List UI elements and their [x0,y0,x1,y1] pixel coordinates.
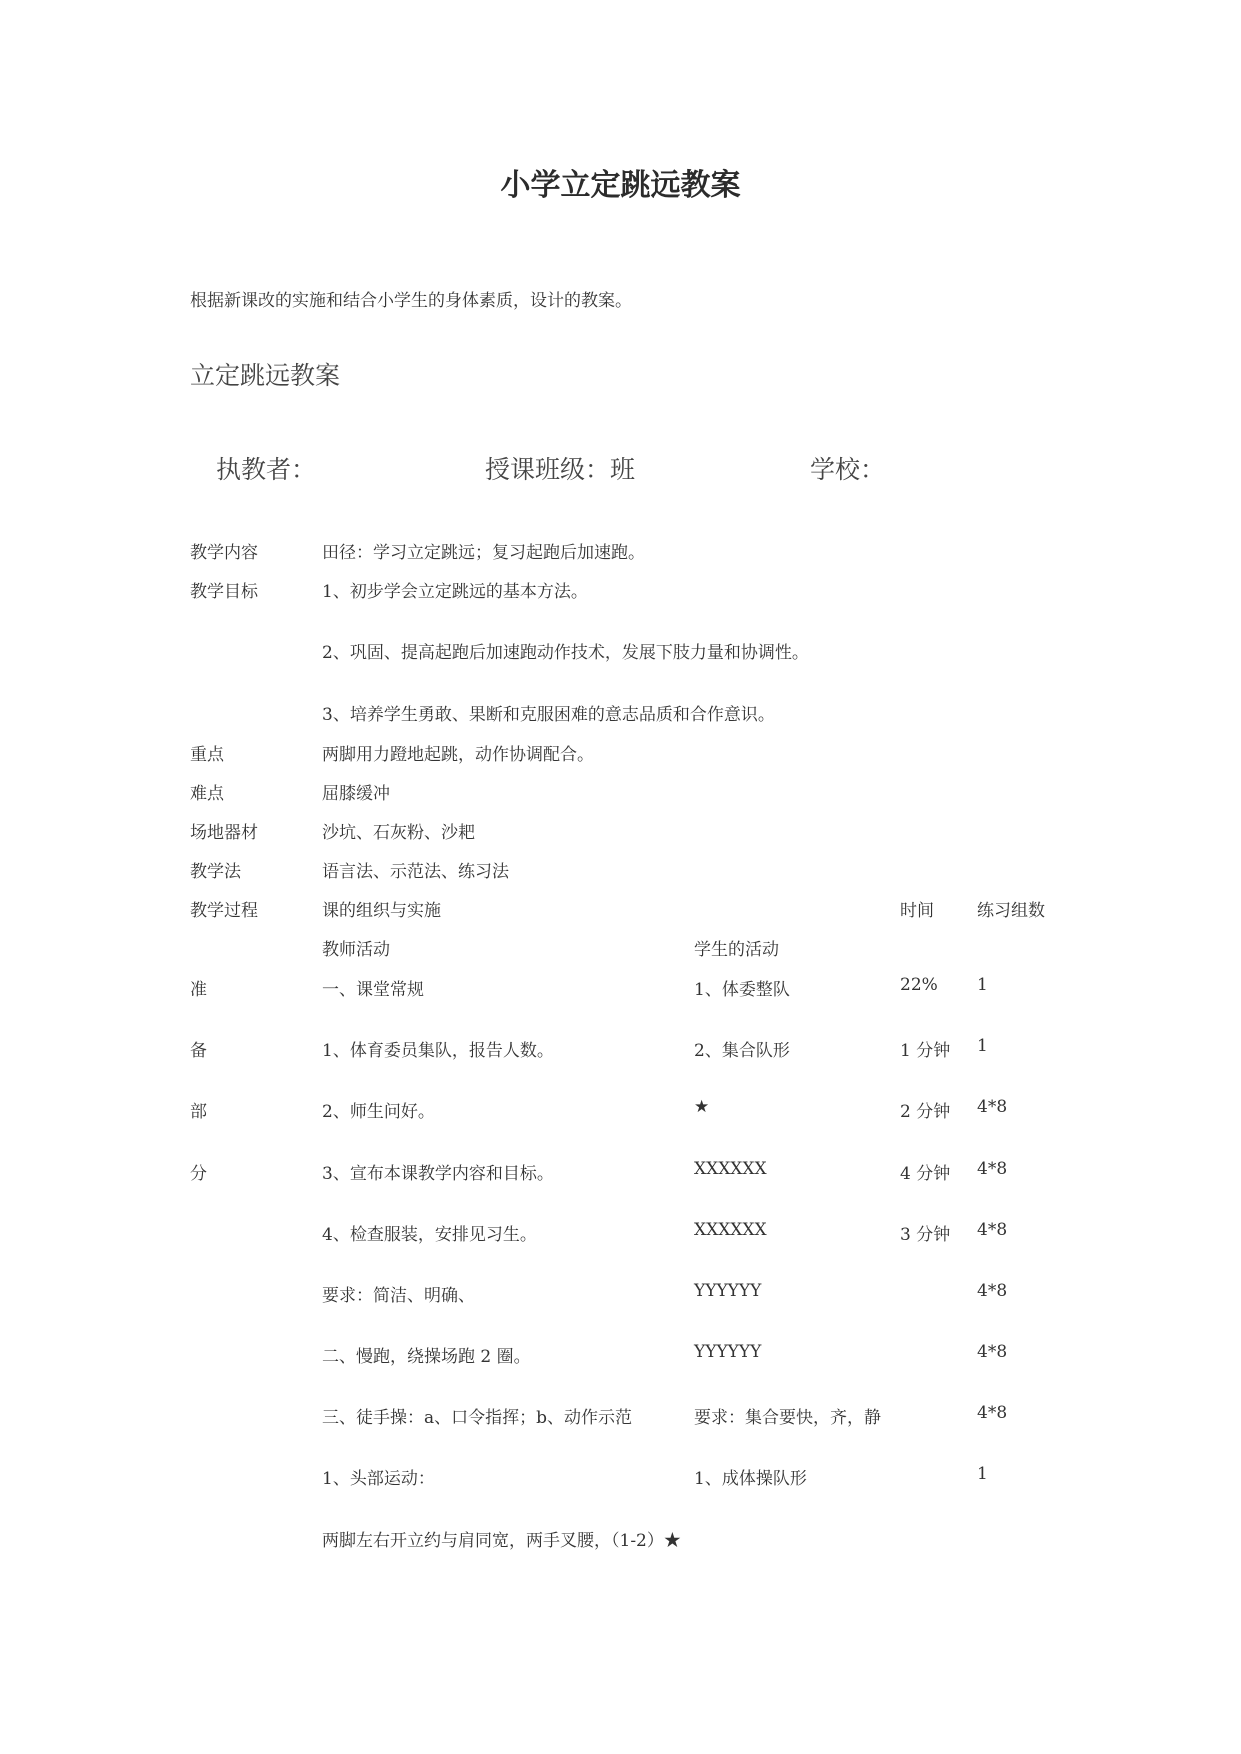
teacher-activity: 两脚用力蹬地起跳，动作协调配合。 [322,745,594,765]
row-label: 重点 [190,745,224,765]
table-row [0,818,1241,846]
table-row [0,975,1241,1003]
table-row [0,1526,1241,1554]
student-activity: XXXXXX [694,1159,767,1179]
reps-cell: 4*8 [977,1342,1008,1362]
table-row [0,1097,1241,1125]
teacher-activity: 3、培养学生勇敢、果断和克服困难的意志品质和合作意识。 [322,705,775,725]
student-activity: 1、成体操队形 [694,1469,807,1489]
student-activity: ★ [694,1097,710,1117]
row-label: 难点 [190,784,224,804]
table-row [0,1036,1241,1064]
teacher-activity: 二、慢跑，绕操场跑 2 圈。 [322,1347,531,1367]
table-row [0,896,1241,924]
table-row [0,538,1241,566]
table-row [0,740,1241,768]
row-label: 教学过程 [190,901,258,921]
table-row [0,935,1241,963]
teacher-activity: 语言法、示范法、练习法 [322,862,509,882]
row-label: 教学目标 [190,582,258,602]
time-cell: 2 分钟 [900,1102,951,1122]
teacher-activity: 1、初步学会立定跳远的基本方法。 [322,582,588,602]
row-label: 准 [190,980,207,1000]
row-label: 场地器材 [190,823,258,843]
row-label: 教学法 [190,862,241,882]
class-label: 授课班级：班 [485,455,636,484]
table-row [0,1342,1241,1370]
reps-cell: 4*8 [977,1159,1008,1179]
reps-cell: 4*8 [977,1220,1008,1240]
table-row [0,779,1241,807]
teacher-activity: 两脚左右开立约与肩同宽，两手叉腰，（1-2）★ [322,1531,681,1551]
table-row [0,1403,1241,1431]
row-label: 教学内容 [190,543,258,563]
teacher-activity: 一、课堂常规 [322,980,424,1000]
row-label: 部 [190,1102,207,1122]
student-activity: YYYYYY [694,1342,762,1362]
teacher-activity: 沙坑、石灰粉、沙耙 [322,823,475,843]
teacher-activity: 课的组织与实施 [322,901,441,921]
teacher-activity: 三、徒手操：a、口令指挥；b、动作示范 [322,1408,633,1428]
teacher-activity: 2、巩固、提高起跑后加速跑动作技术，发展下肢力量和协调性。 [322,643,809,663]
time-cell: 4 分钟 [900,1164,951,1184]
student-activity: 学生的活动 [694,940,779,960]
reps-cell: 4*8 [977,1097,1008,1117]
time-cell: 22% [900,975,938,995]
student-activity: 1、体委整队 [694,980,790,1000]
row-label: 分 [190,1164,207,1184]
reps-cell: 4*8 [977,1403,1008,1423]
teacher-activity: 3、宣布本课教学内容和目标。 [322,1164,554,1184]
reps-cell: 1 [977,975,988,995]
teacher-activity: 屈膝缓冲 [322,784,390,804]
row-label: 备 [190,1041,207,1061]
table-row [0,1220,1241,1248]
student-activity: 2、集合队形 [694,1041,790,1061]
section-heading: 立定跳远教案 [190,361,341,390]
table-row [0,857,1241,885]
table-row [0,1464,1241,1492]
reps-cell: 1 [977,1464,988,1484]
teacher-activity: 1、体育委员集队，报告人数。 [322,1041,554,1061]
time-cell: 1 分钟 [900,1041,951,1061]
school-label: 学校： [810,455,886,484]
teacher-activity: 田径：学习立定跳远；复习起跑后加速跑。 [322,543,645,563]
student-activity: 要求：集合要快，齐，静 [694,1408,881,1428]
time-cell: 3 分钟 [900,1225,951,1245]
student-activity: YYYYYY [694,1281,762,1301]
table-row [0,1281,1241,1309]
reps-cell: 练习组数 [977,901,1045,921]
table-row [0,638,1241,666]
teacher-activity: 要求：简洁、明确、 [322,1286,475,1306]
intro-paragraph: 根据新课改的实施和结合小学生的身体素质，设计的教案。 [190,291,632,311]
teacher-label: 执教者： [216,455,317,484]
document-title: 小学立定跳远教案 [500,168,741,203]
teacher-activity: 4、检查服装，安排见习生。 [322,1225,537,1245]
teacher-activity: 1、头部运动： [322,1469,435,1489]
teacher-activity: 教师活动 [322,940,390,960]
table-row [0,700,1241,728]
teacher-activity: 2、师生问好。 [322,1102,435,1122]
time-cell: 时间 [900,901,934,921]
reps-cell: 1 [977,1036,988,1056]
table-row [0,1159,1241,1187]
student-activity: XXXXXX [694,1220,767,1240]
reps-cell: 4*8 [977,1281,1008,1301]
table-row [0,577,1241,605]
